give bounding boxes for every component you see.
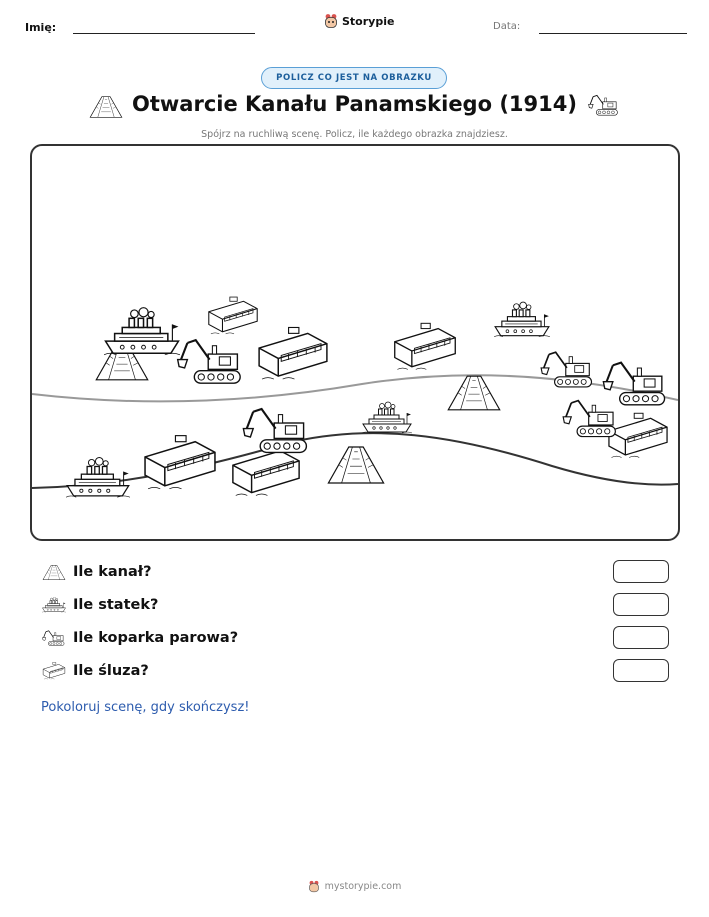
date-label: Data:: [493, 21, 521, 32]
steam-shovel: [563, 401, 615, 437]
question-label: Ile statek?: [73, 597, 159, 613]
steam-shovel-icon: [588, 92, 620, 118]
steamship: [362, 402, 412, 433]
canal-icon: [42, 564, 66, 581]
steam-shovel: [603, 363, 664, 405]
canal-lock: [209, 297, 257, 334]
name-label: Imię:: [25, 21, 57, 34]
answer-box-steam-shovel[interactable]: [613, 626, 669, 649]
storypie-mascot-icon: [324, 13, 338, 29]
steamship-icon: [42, 596, 66, 614]
brand-logo: [324, 13, 394, 29]
canal-lock: [259, 327, 327, 379]
question-row-ship: [42, 593, 158, 617]
steam-shovel: [243, 409, 306, 452]
steam-shovel: [541, 352, 591, 387]
canal-lock: [395, 323, 456, 369]
question-row-steam-shovel: [42, 626, 238, 650]
canal-lock: [145, 436, 215, 489]
footer: [0, 880, 709, 893]
question-label: Ile koparka parowa?: [73, 630, 239, 646]
question-label: Ile kanał?: [73, 564, 152, 580]
answer-box-lock[interactable]: [613, 659, 669, 682]
footer-url[interactable]: mystorypie.com: [324, 881, 402, 892]
canal-lock-icon: [42, 662, 66, 680]
brand-name: Storypie: [342, 14, 395, 28]
date-field-line[interactable]: [539, 33, 687, 34]
answer-box-ship[interactable]: [613, 593, 669, 616]
canal: [448, 376, 500, 410]
answer-box-canal[interactable]: [613, 560, 669, 583]
name-field-line[interactable]: [73, 33, 255, 34]
storypie-mascot-icon: [308, 880, 320, 893]
question-row-lock: [42, 659, 149, 683]
scene-illustration: [32, 146, 678, 539]
steamship: [66, 458, 130, 498]
question-row-canal: [42, 560, 152, 584]
canal-lock: [609, 413, 667, 457]
counting-scene: [30, 144, 680, 541]
canal: [328, 447, 383, 483]
page-subtitle: Spójrz na ruchliwą scenę. Policz, ile każdego obrazka znajdziesz.: [201, 129, 508, 140]
coloring-note: Pokoloruj scenę, gdy skończysz!: [41, 700, 250, 715]
steamship: [104, 308, 180, 355]
page-title: Otwarcie Kanału Panamskiego (1914): [132, 92, 577, 116]
question-label: Ile śluza?: [73, 663, 149, 679]
activity-badge: POLICZ CO JEST NA OBRAZKU: [261, 67, 447, 89]
steam-shovel-icon: [42, 629, 66, 647]
steam-shovel: [178, 340, 240, 383]
steamship: [494, 302, 550, 337]
